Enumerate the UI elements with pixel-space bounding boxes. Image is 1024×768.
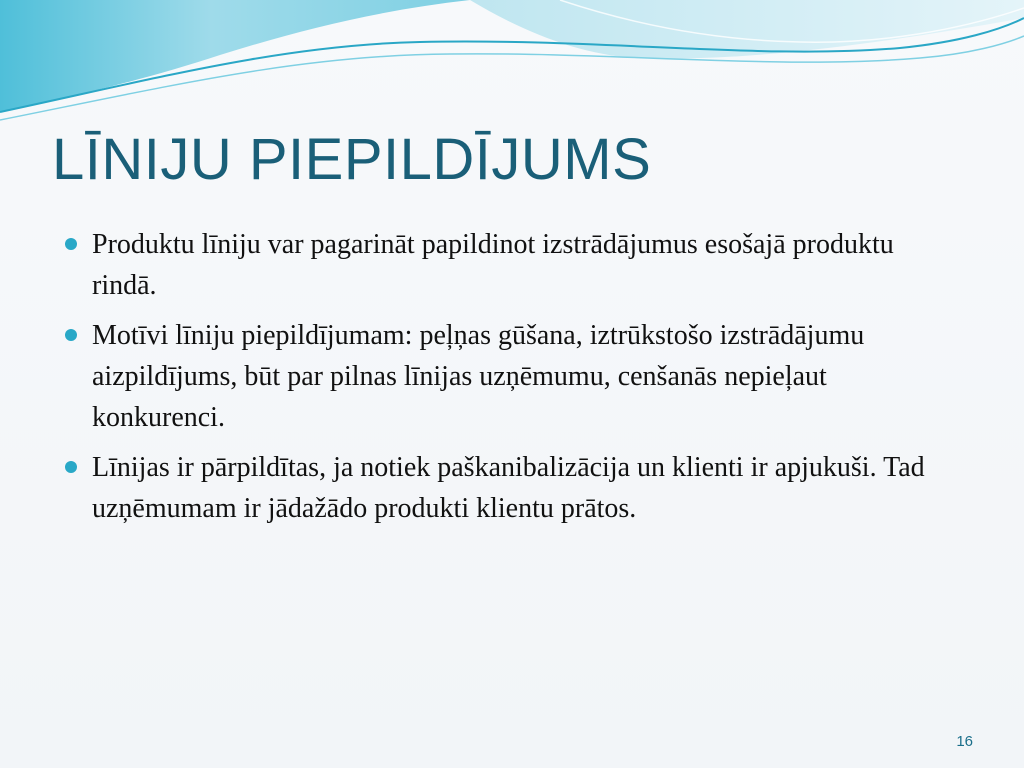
bullet-text: Līnijas ir pārpildītas, ja notiek paškanibalizācija un klienti ir apjukuši. Tad uzņēmumam ir jādažādo produkti klientu prātos. — [92, 452, 925, 524]
bullet-icon — [65, 238, 77, 250]
bullet-list — [62, 224, 962, 538]
bullet-icon — [65, 329, 77, 341]
slide-number: 16 — [956, 733, 973, 750]
slide-title: LĪNIJU PIEPILDĪJUMS — [52, 127, 652, 192]
bullet-icon — [65, 461, 77, 473]
bullet-item — [62, 315, 962, 438]
bullet-text: Produktu līniju var pagarināt papildinot izstrādājumus esošajā produktu rindā. — [92, 229, 894, 301]
bullet-item — [62, 447, 962, 529]
bullet-text: Motīvi līniju piepildījumam: peļņas gūšana, iztrūkstošo izstrādājumu aizpildījums, būt par pilnas līnijas uzņēmumu, cenšanās nepieļaut konkurenci. — [92, 320, 865, 433]
header-wave-decoration — [0, 0, 1024, 130]
bullet-item — [62, 224, 962, 306]
